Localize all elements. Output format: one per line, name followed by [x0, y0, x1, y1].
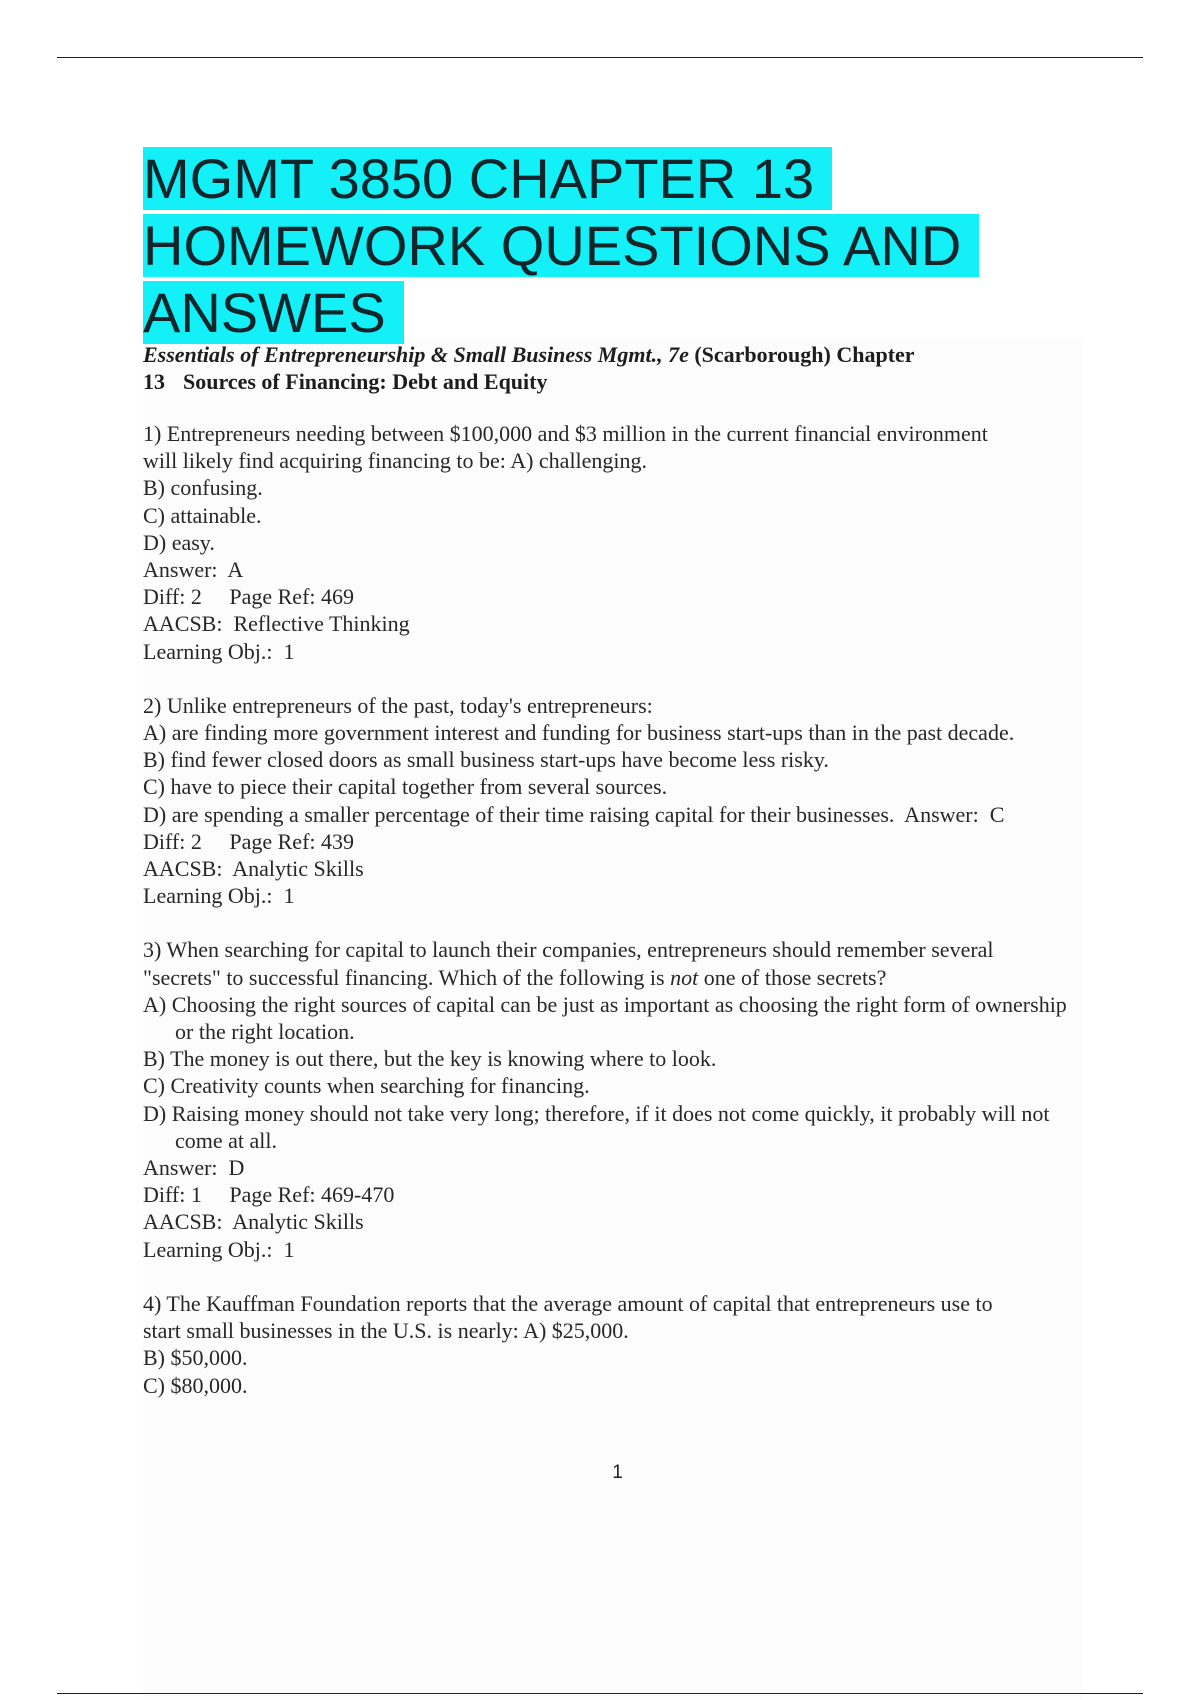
answer-option: D) are spending a smaller percentage of their time raising capital for their businesses. Answer: C: [143, 801, 1005, 827]
page-number: 1: [612, 1462, 623, 1483]
learning-objective: Learning Obj.: 1: [143, 883, 295, 909]
difficulty-page-ref: Diff: 2 Page Ref: 469: [143, 584, 355, 610]
stem-emphasis: not: [670, 964, 699, 990]
question-2: [143, 692, 1083, 910]
question-stem: 2) Unlike entrepreneurs of the past, today's entrepreneurs:: [143, 692, 653, 718]
book-title: Essentials of Entrepreneurship & Small Business Mgmt., 7e: [143, 342, 689, 367]
title-line: [143, 212, 1043, 279]
stem-text: "secrets" to successful financing. Which of the following is: [143, 964, 671, 990]
answer-option: A) are finding more government interest and funding for business start-ups than in the past decade.: [143, 720, 1015, 746]
title-line: [143, 279, 1043, 346]
aacsb-tag: AACSB: Reflective Thinking: [143, 611, 410, 637]
chapter-number: 13: [143, 369, 165, 394]
aacsb-tag: AACSB: Analytic Skills: [143, 856, 364, 882]
question-1: [143, 420, 1083, 665]
answer-key: Answer: A: [143, 557, 244, 583]
answer-option: C) $80,000.: [143, 1372, 248, 1398]
answer-option: D) Raising money should not take very long; therefore, if it does not come quickly, it probably will not come at all.: [143, 1100, 1050, 1153]
answer-option: B) find fewer closed doors as small business start-ups have become less risky.: [143, 747, 829, 773]
answer-option: B) confusing.: [143, 475, 263, 501]
title-line-text: MGMT 3850 CHAPTER 13: [143, 147, 832, 210]
author-chapter: (Scarborough) Chapter: [688, 342, 915, 367]
bottom-rule: [57, 1693, 1143, 1694]
question-4: [143, 1290, 1083, 1399]
aacsb-tag: AACSB: Analytic Skills: [143, 1209, 364, 1235]
stem-text: one of those secrets?: [698, 964, 887, 990]
answer-option: C) have to piece their capital together from several sources.: [143, 774, 668, 800]
question-stem: [143, 964, 1083, 991]
answer-option: D) easy.: [143, 529, 215, 555]
question-stem: start small businesses in the U.S. is nearly: A) $25,000.: [143, 1318, 629, 1344]
answer-option: B) The money is out there, but the key is knowing where to look.: [143, 1046, 717, 1072]
title-line: [143, 145, 1043, 212]
difficulty-page-ref: Diff: 1 Page Ref: 469-470: [143, 1182, 395, 1208]
answer-option: C) Creativity counts when searching for financing.: [143, 1073, 590, 1099]
title-line-text: ANSWES: [143, 281, 404, 344]
difficulty-page-ref: Diff: 2 Page Ref: 439: [143, 828, 355, 854]
question-3: [143, 936, 1083, 1262]
question-stem: will likely find acquiring financing to be: A) challenging.: [143, 448, 648, 474]
subtitle-line: [143, 341, 1043, 368]
learning-objective: Learning Obj.: 1: [143, 1236, 295, 1262]
answer-option: B) $50,000.: [143, 1345, 248, 1371]
learning-objective: Learning Obj.: 1: [143, 638, 295, 664]
subtitle-line: [143, 368, 1043, 395]
question-stem: 3) When searching for capital to launch their companies, entrepreneurs should remember several: [143, 937, 994, 963]
chapter-title: Sources of Financing: Debt and Equity: [183, 369, 548, 394]
title-line-text: HOMEWORK QUESTIONS AND: [143, 214, 979, 277]
document-title: [143, 145, 1043, 346]
document-subtitle: [143, 341, 1043, 395]
top-rule: [57, 57, 1143, 58]
question-list: [143, 420, 1083, 1426]
question-stem: 4) The Kauffman Foundation reports that the average amount of capital that entrepreneurs use to: [143, 1290, 993, 1316]
answer-option: A) Choosing the right sources of capital can be just as important as choosing the right form of ownership or the right location.: [143, 991, 1067, 1045]
answer-key: Answer: D: [143, 1155, 245, 1181]
answer-option: C) attainable.: [143, 502, 262, 528]
question-stem: 1) Entrepreneurs needing between $100,000 and $3 million in the current financial environment: [143, 421, 988, 446]
